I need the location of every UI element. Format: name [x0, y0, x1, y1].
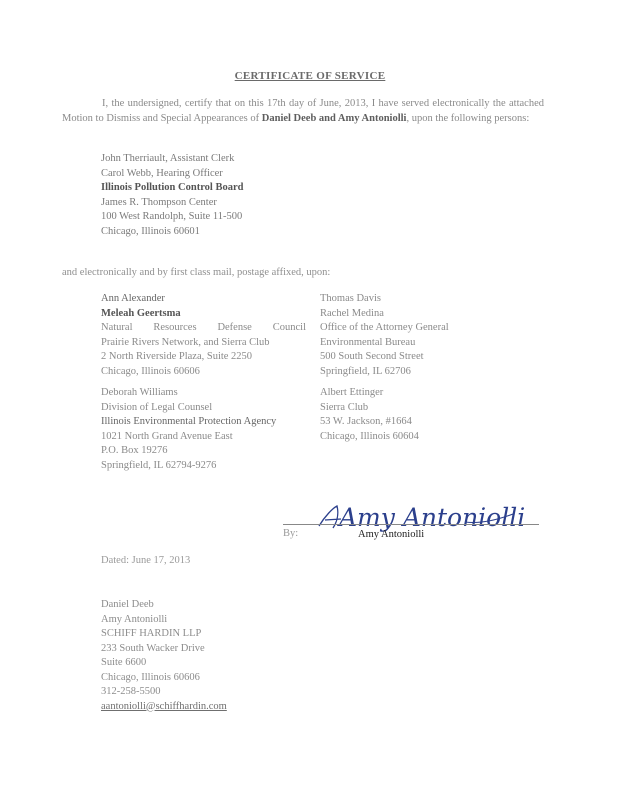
served-upon-line: and electronically and by first class mail, postage affixed, upon: — [62, 267, 331, 278]
email-link[interactable]: aantoniolli@schiffhardin.com — [101, 700, 227, 712]
signer-name: Amy Antoniolli — [358, 529, 425, 540]
footer-line: 233 South Wacker Drive — [101, 642, 205, 654]
service-block-right-top — [320, 292, 490, 379]
service-line: Prairie Rivers Network, and Sierra Club — [101, 336, 270, 348]
by-label: By: — [283, 528, 299, 539]
dated-line: Dated: June 17, 2013 — [101, 555, 191, 566]
certification-paragraph — [62, 97, 544, 126]
address-line: John Therriault, Assistant Clerk — [101, 153, 235, 164]
service-org: Natural Resources Defense Council — [101, 322, 306, 333]
intro-bold-names: Daniel Deeb and Amy Antoniolli — [261, 112, 407, 124]
footer-line: Chicago, Illinois 60606 — [101, 671, 200, 683]
address-line: Illinois Pollution Control Board — [101, 182, 244, 193]
service-line: Illinois Environmental Protection Agency — [101, 416, 277, 427]
service-block-right-bottom — [320, 386, 490, 444]
service-line: 53 W. Jackson, #1664 — [320, 416, 412, 427]
service-line: 2 North Riverside Plaza, Suite 2250 — [101, 351, 253, 362]
document-title: CERTIFICATE OF SERVICE — [234, 70, 386, 82]
service-line: Thomas Davis — [320, 293, 381, 304]
footer-line: Suite 6600 — [101, 657, 147, 668]
footer-line: SCHIFF HARDIN LLP — [101, 628, 202, 639]
service-line: Division of Legal Counsel — [101, 401, 213, 413]
service-line: Albert Ettinger — [320, 387, 384, 398]
service-block-left-bottom — [101, 386, 316, 473]
service-block-left-top — [101, 292, 306, 379]
address-line: Chicago, Illinois 60601 — [101, 225, 200, 237]
service-line: 1021 North Grand Avenue East — [101, 430, 233, 442]
service-line: Springfield, IL 62706 — [320, 365, 411, 377]
service-line: Deborah Williams — [101, 387, 178, 398]
footer-line: 312-258-5500 — [101, 686, 161, 697]
footer-line: Daniel Deeb — [101, 599, 154, 610]
service-line: Office of the Attorney General — [320, 322, 449, 333]
board-address-block — [101, 152, 243, 239]
service-line: Chicago, Illinois 60606 — [101, 365, 200, 377]
footer-line: Amy Antoniolli — [101, 613, 168, 625]
service-line: Environmental Bureau — [320, 336, 416, 348]
service-name: Meleah Geertsma — [101, 307, 181, 319]
service-name: Ann Alexander — [101, 293, 165, 304]
service-line: Rachel Medina — [320, 307, 384, 319]
address-line: Carol Webb, Hearing Officer — [101, 167, 223, 179]
signature-line — [283, 524, 539, 525]
service-line: P.O. Box 19276 — [101, 445, 168, 456]
counsel-address-block — [101, 598, 227, 714]
address-line: 100 West Randolph, Suite 11-500 — [101, 211, 243, 222]
service-line: Springfield, IL 62794-9276 — [101, 459, 217, 471]
signature-script: Amy Antoniolli — [339, 503, 526, 532]
service-line: 500 South Second Street — [320, 351, 424, 362]
service-line: Sierra Club — [320, 401, 369, 413]
address-line: James R. Thompson Center — [101, 196, 217, 208]
service-line: Chicago, Illinois 60604 — [320, 430, 419, 442]
intro-text-end: , upon the following persons: — [406, 112, 530, 124]
intro-text: I, the undersigned, certify that on this 17th day of June, 2013, I have served electronically the attached Motion to Dismiss and Special Appearances of — [62, 98, 544, 124]
